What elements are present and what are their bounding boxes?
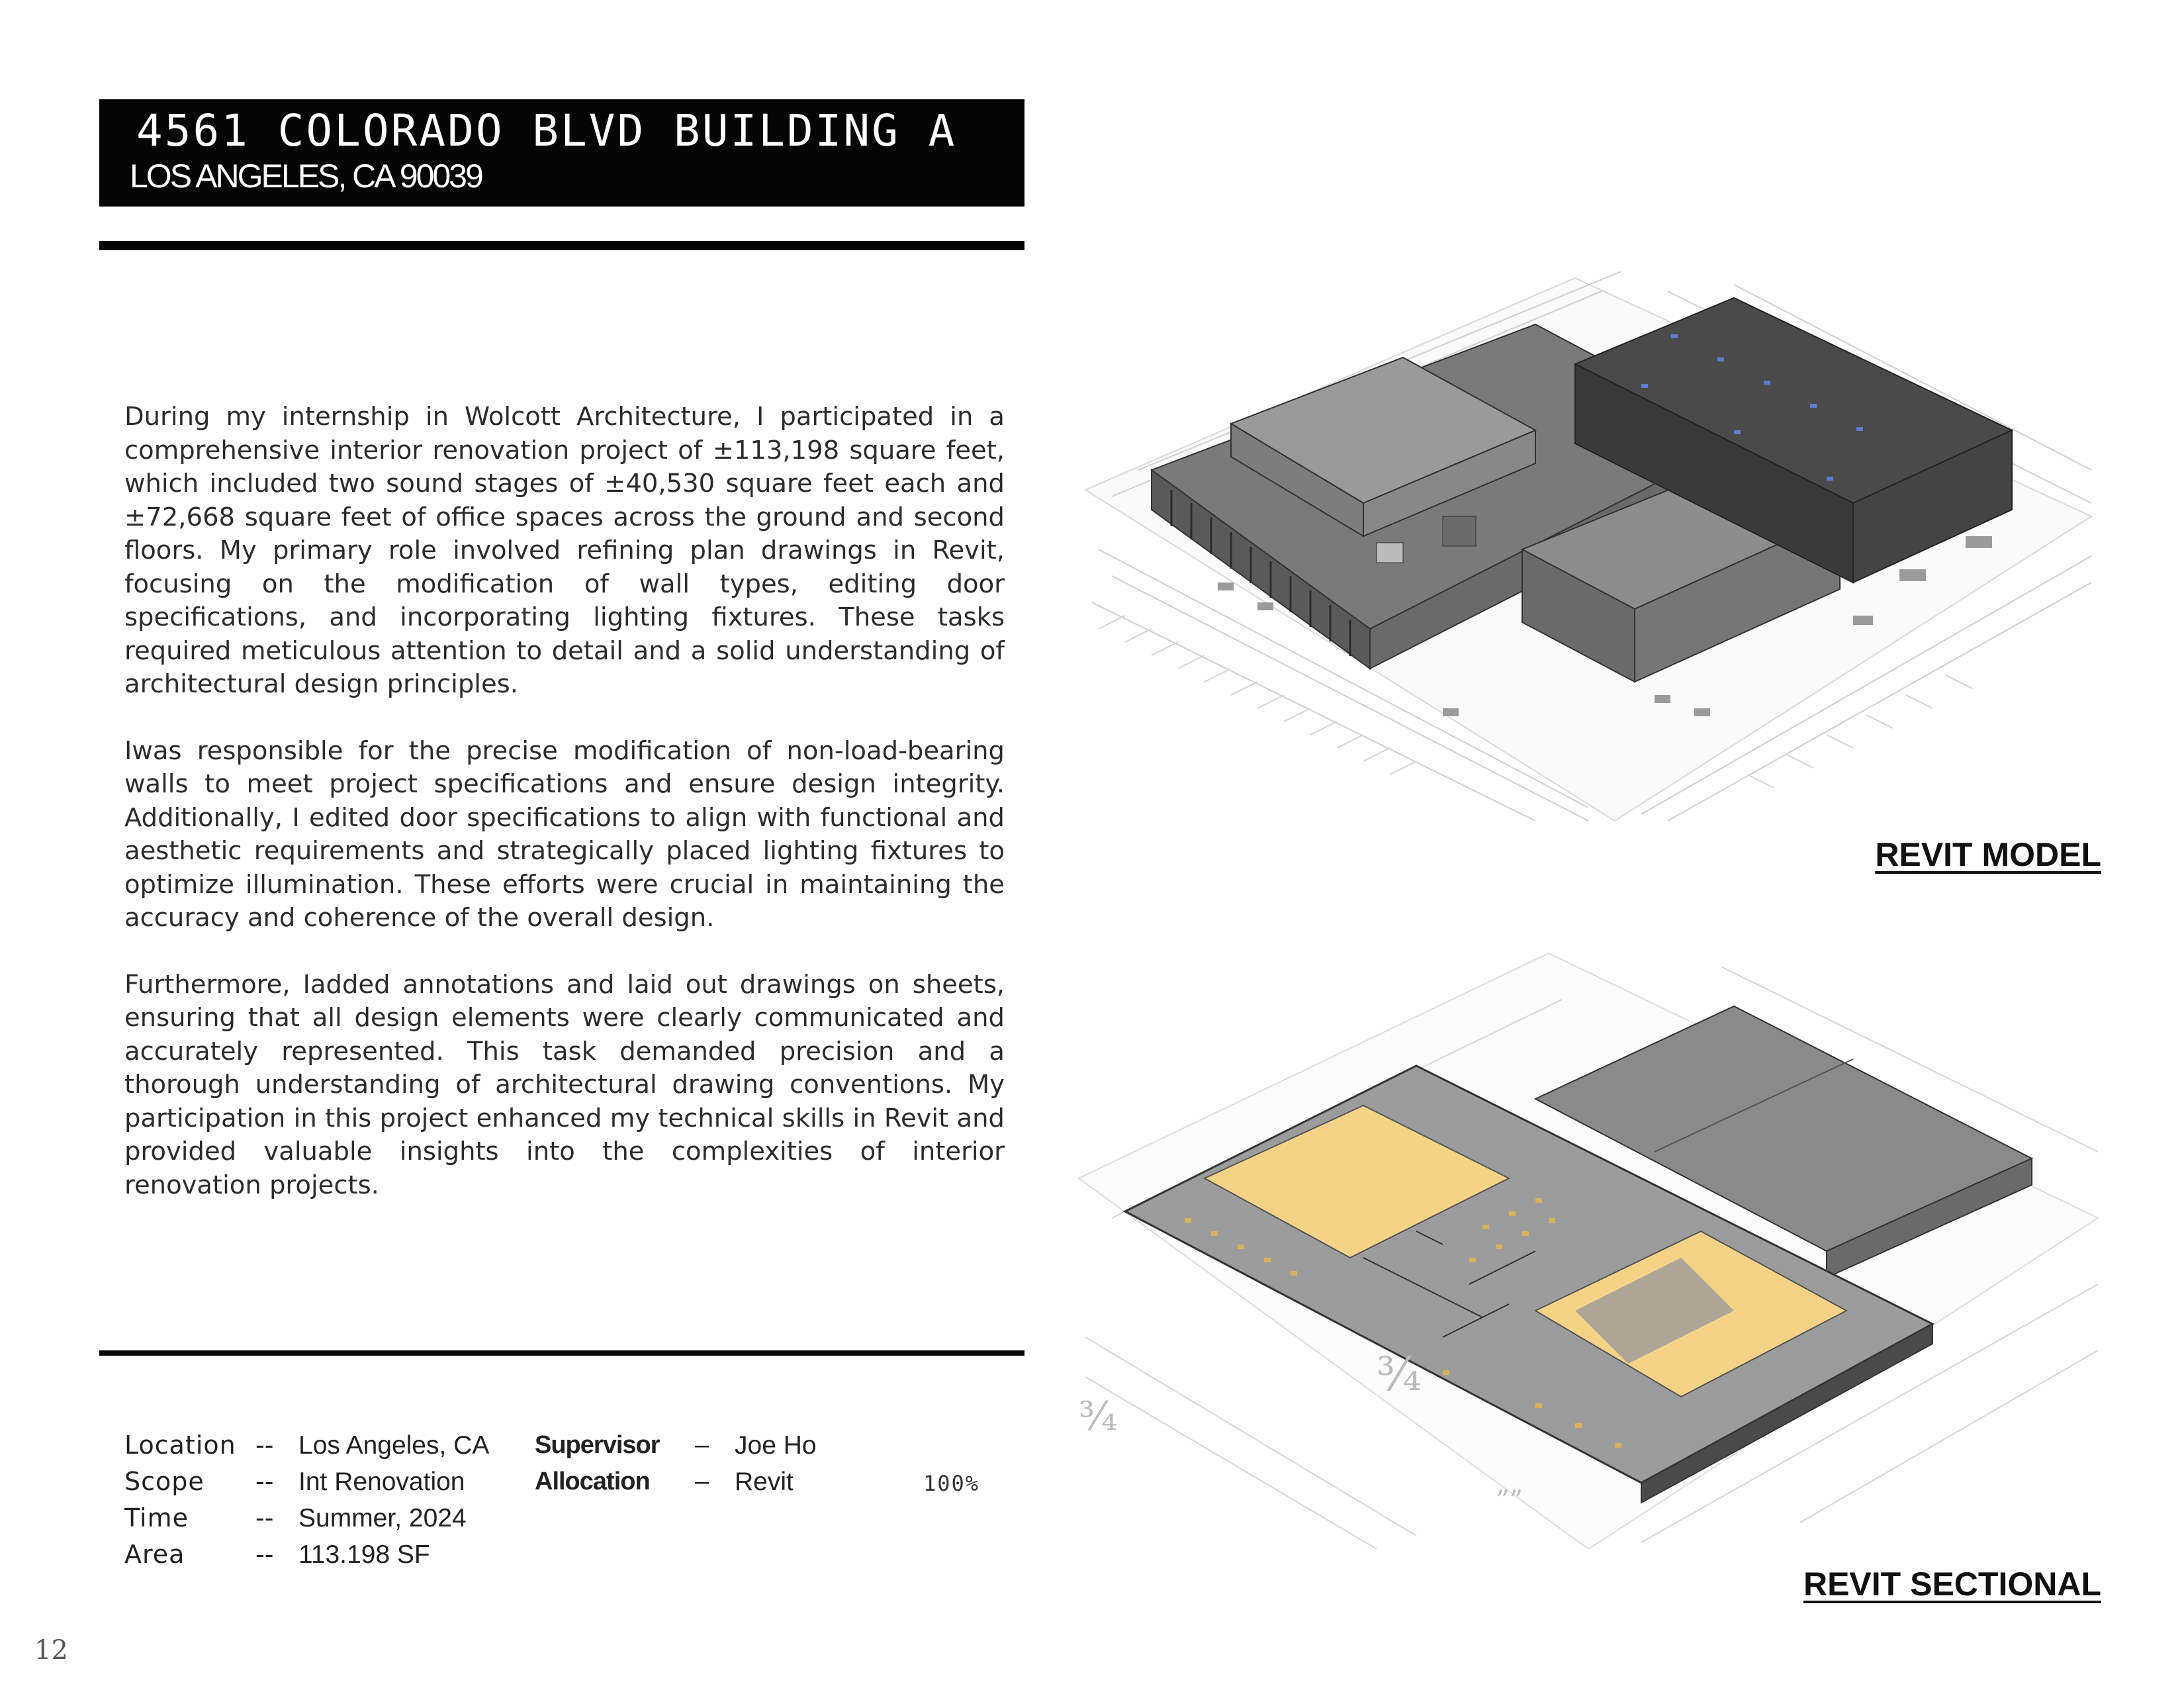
info-value: Summer, 2024 [298,1504,467,1532]
info-separator: – [695,1468,709,1495]
revit-sectional-illustration [1072,940,2105,1552]
info-separator: – [695,1431,709,1459]
caption-revit-sectional: REVIT SECTIONAL [1803,1566,2101,1603]
title-block [99,99,1024,207]
revit-sectional-render [1072,940,2105,1552]
bottom-divider [99,1350,1024,1356]
caption-revit-model: REVIT MODEL [1875,836,2101,873]
info-label: Scope [124,1467,205,1496]
info-label: Location [124,1430,236,1460]
info-value: 113.198 SF [298,1540,430,1569]
revit-model-illustration [1072,271,2105,824]
description-paragraph-1: During my internship in Wolcott Architecture, I participated in a comprehensive interior renovation project of ±113,198 square feet, which included two sound stages of ±40,530 square feet each and ±72,668 square feet of office spaces across the ground and second floors. My primary role involved refining plan drawings in Revit, focusing on the modification of wall types, editing door specifications, and incorporating lighting fixtures. These tasks required meticulous attention to detail and a solid understanding of architectural design principles. [124,402,1005,699]
project-location: LOS ANGELES, CA 90039 [130,158,482,195]
info-value: Los Angeles, CA [298,1431,490,1460]
info-separator: -- [255,1430,274,1460]
svg-text:¾: ¾ [1377,1347,1422,1401]
info-value: Int Renovation [298,1468,465,1496]
project-title: 4561 COLORADO BLVD BUILDING A [136,105,957,156]
info-label: Supervisor [535,1431,660,1459]
project-description [124,400,1005,1235]
info-separator: -- [255,1540,274,1569]
info-label: Allocation [535,1468,650,1495]
rooftop-unit [1443,516,1476,546]
svg-text:””: ”” [1496,1485,1523,1516]
revit-model-render [1072,271,2105,824]
zoom-percent: 100% [923,1471,980,1496]
info-separator: -- [255,1467,274,1496]
page-number: 12 [34,1635,68,1665]
top-divider [99,241,1024,250]
svg-text:¾: ¾ [1079,1393,1118,1440]
info-label: Area [124,1540,185,1569]
info-value: Revit [735,1468,794,1496]
description-paragraph-2: Iwas responsible for the precise modification of non-load-bearing walls to meet project specifications and ensure design integrity. Additionally, I edited door specifications to align with functional and aesthetic requirements and strategically placed lighting fixtures to optimize illumination. These efforts were crucial in maintaining the accuracy and coherence of the overall design. [124,735,1005,933]
info-label: Time [124,1503,189,1532]
info-value: Joe Ho [735,1431,817,1460]
description-paragraph-3: Furthermore, Iadded annotations and laid out drawings on sheets, ensuring that all design elements were clearly communicated and accurately represented. This task demanded precision and a thorough understanding of architectural drawing conventions. My participation in this project enhanced my technical skills in Revit and provided valuable insights into the complexities of interior renovation projects. [124,969,1005,1200]
info-separator: -- [255,1503,274,1532]
rooftop-unit [1377,543,1403,563]
